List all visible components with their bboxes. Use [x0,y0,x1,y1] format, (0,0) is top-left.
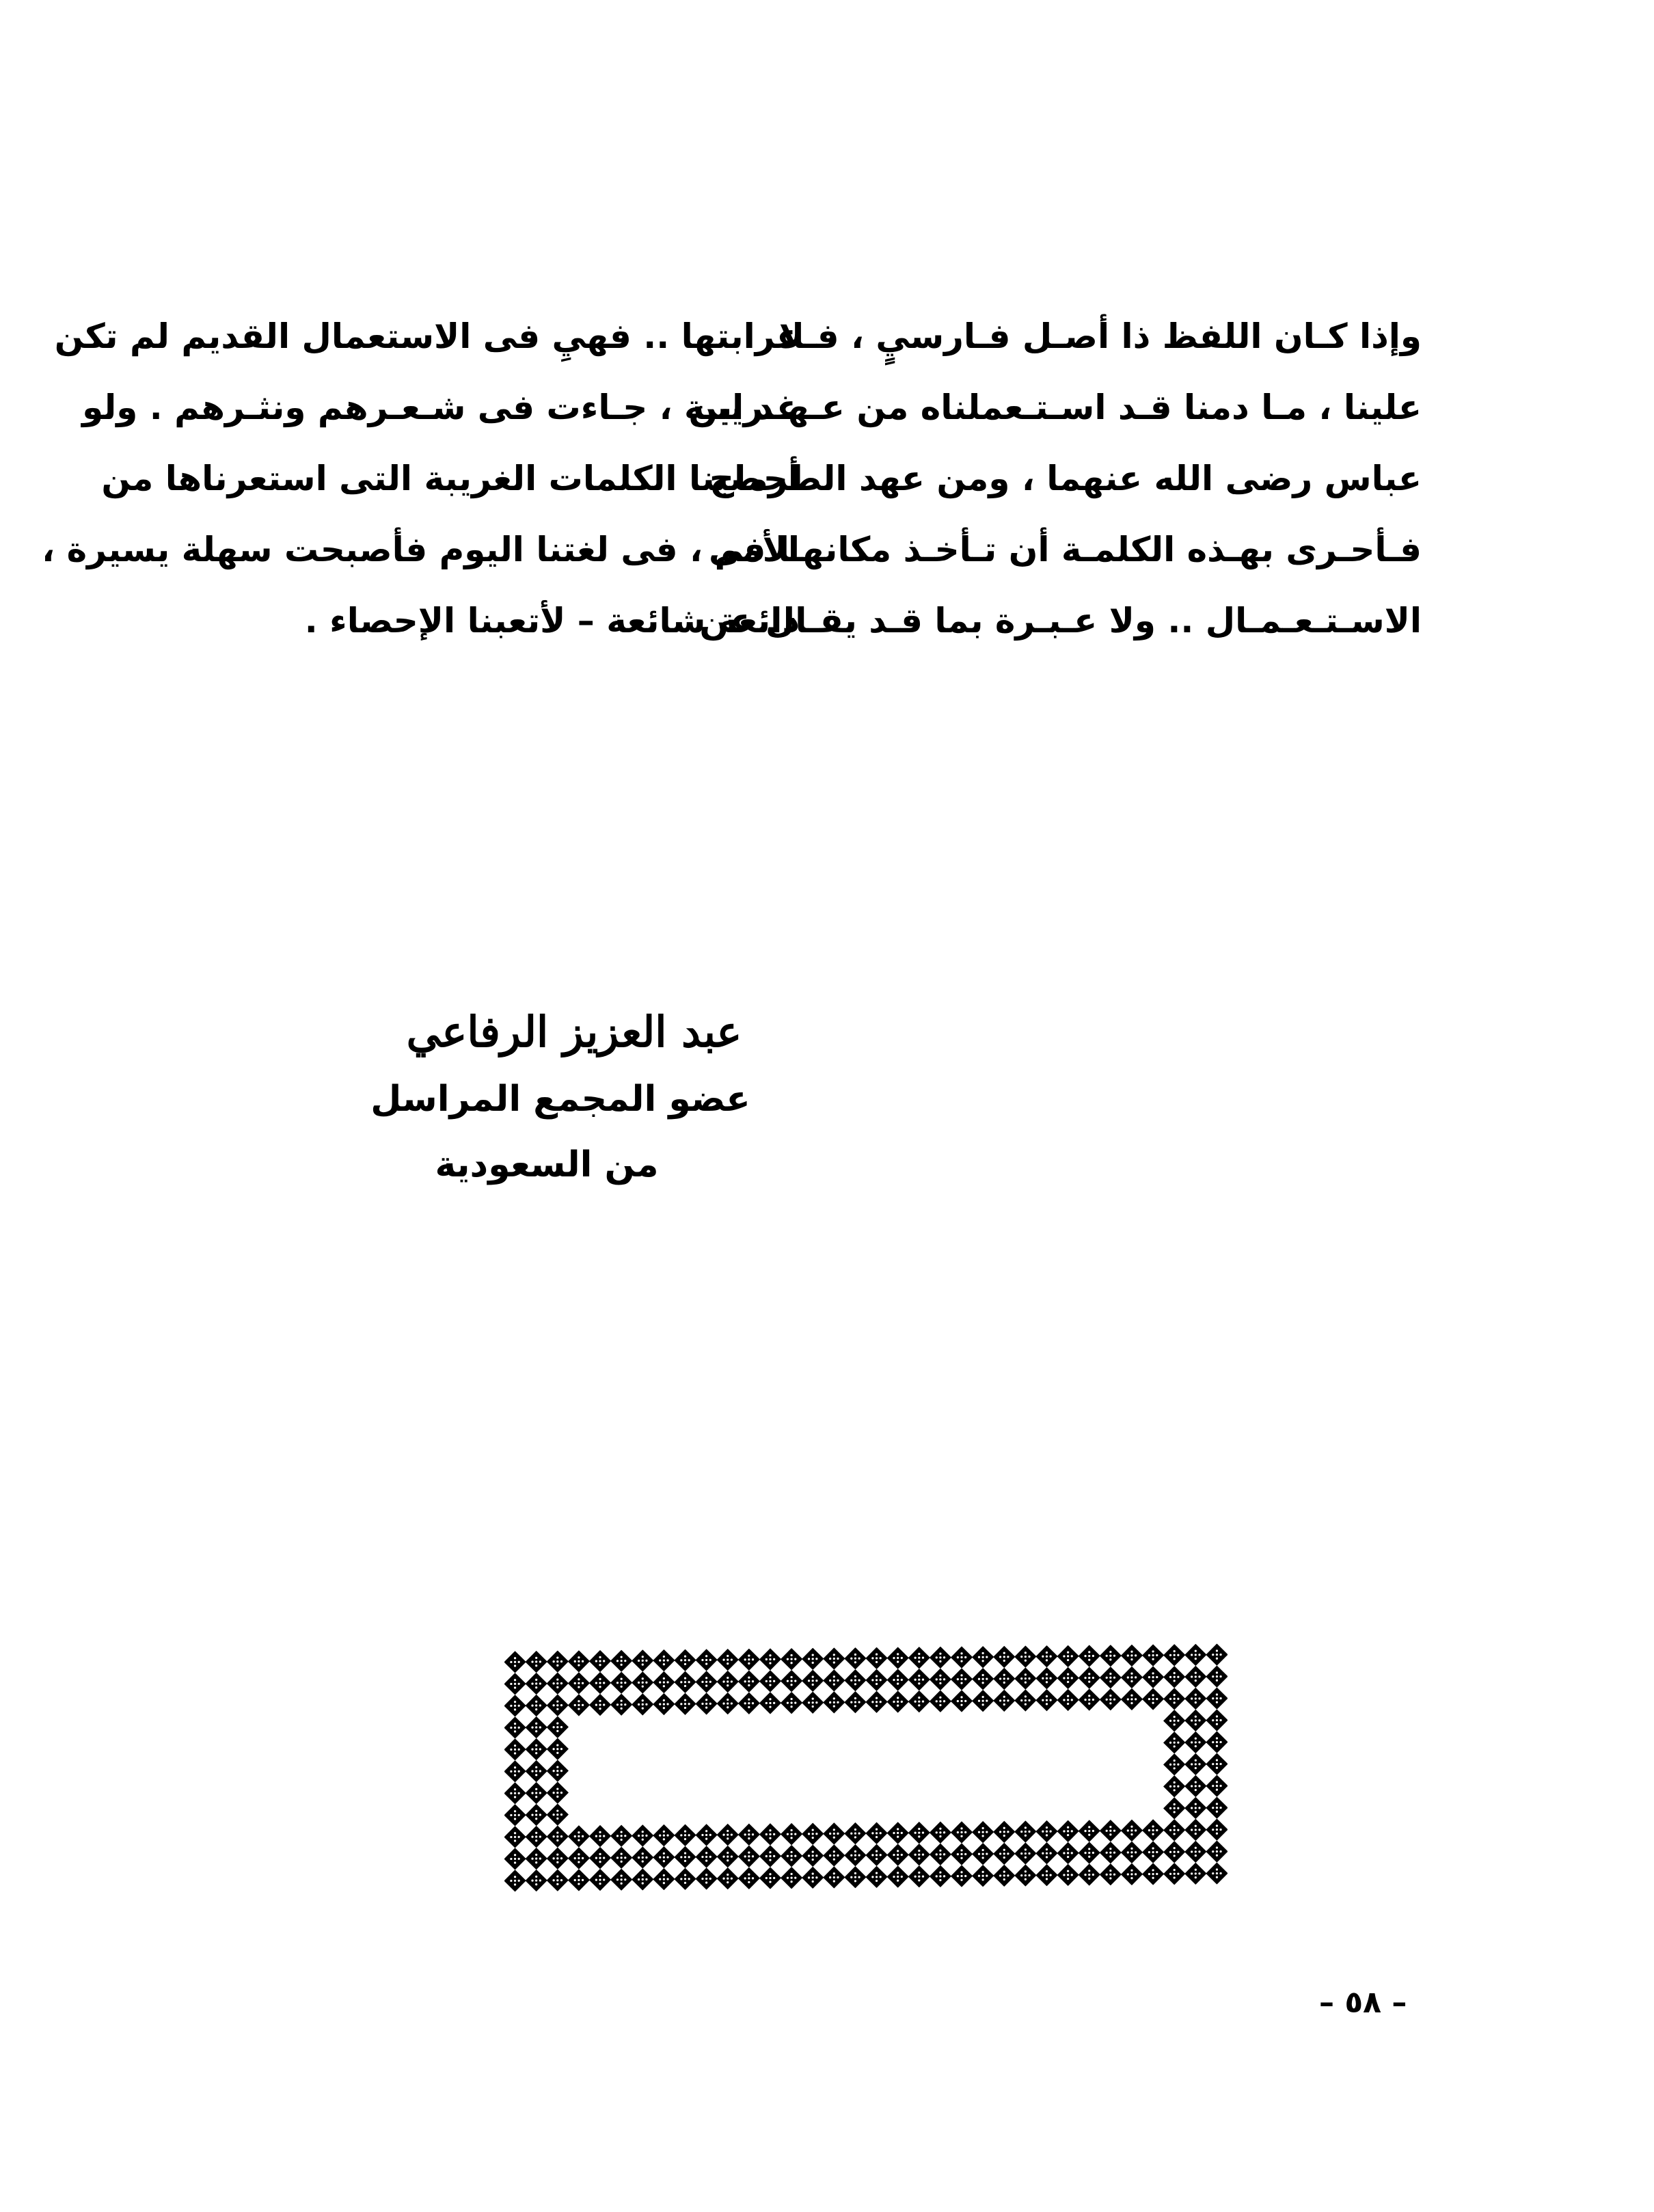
diamond-lattice-frame-icon [504,1643,1228,1891]
author-name: عبد العزيز الرفاعي [406,1007,742,1057]
paragraph-line: وإذا كـان اللفظ ذا أصـل فـارسيٍ ، فـلا [778,316,1422,356]
paragraph-line: ذائعة شائعة – لأتعبنا الإحصاء . [304,601,800,640]
paragraph-line: غرابتها .. فهيِ فى الاستعمال القديم لم تكن [54,316,800,356]
paragraph-line: عباس رضى الله عنهما ، ومن عهد الطرماح [709,459,1422,498]
paragraph-line: الاسـتـعـمـال .. ولا عـبـرة بما قـد يقـال عن [699,601,1422,640]
page-number: – ٥٨ – [1319,1985,1407,2020]
paragraph-line: أحصينا الكلمات الغريبة التى استعرناها من [101,459,800,498]
paragraph-line: فـأحـرى بهـذه الكلمـة أن تـأخـذ مكانهـا فى [709,530,1422,569]
ornamental-frame [504,1643,1228,1891]
text-column-right [688,301,1422,656]
author-title: عضو المجمع المراسل [370,1079,750,1120]
author-signature [369,998,752,1198]
text-column-left [42,301,800,656]
author-country: من السعودية [435,1144,659,1185]
paragraph-line: غـريبـة ، جـاءت فى شـعـرهم ونثـرهم . ولو [82,388,800,427]
paragraph-line: علينا ، مـا دمنا قـد اسـتـعملناه من عـهـد ابن [688,388,1422,427]
paragraph-line: الأمم ، فى لغتنا اليوم فأصبحت سهلة يسيرة ، [42,530,800,569]
